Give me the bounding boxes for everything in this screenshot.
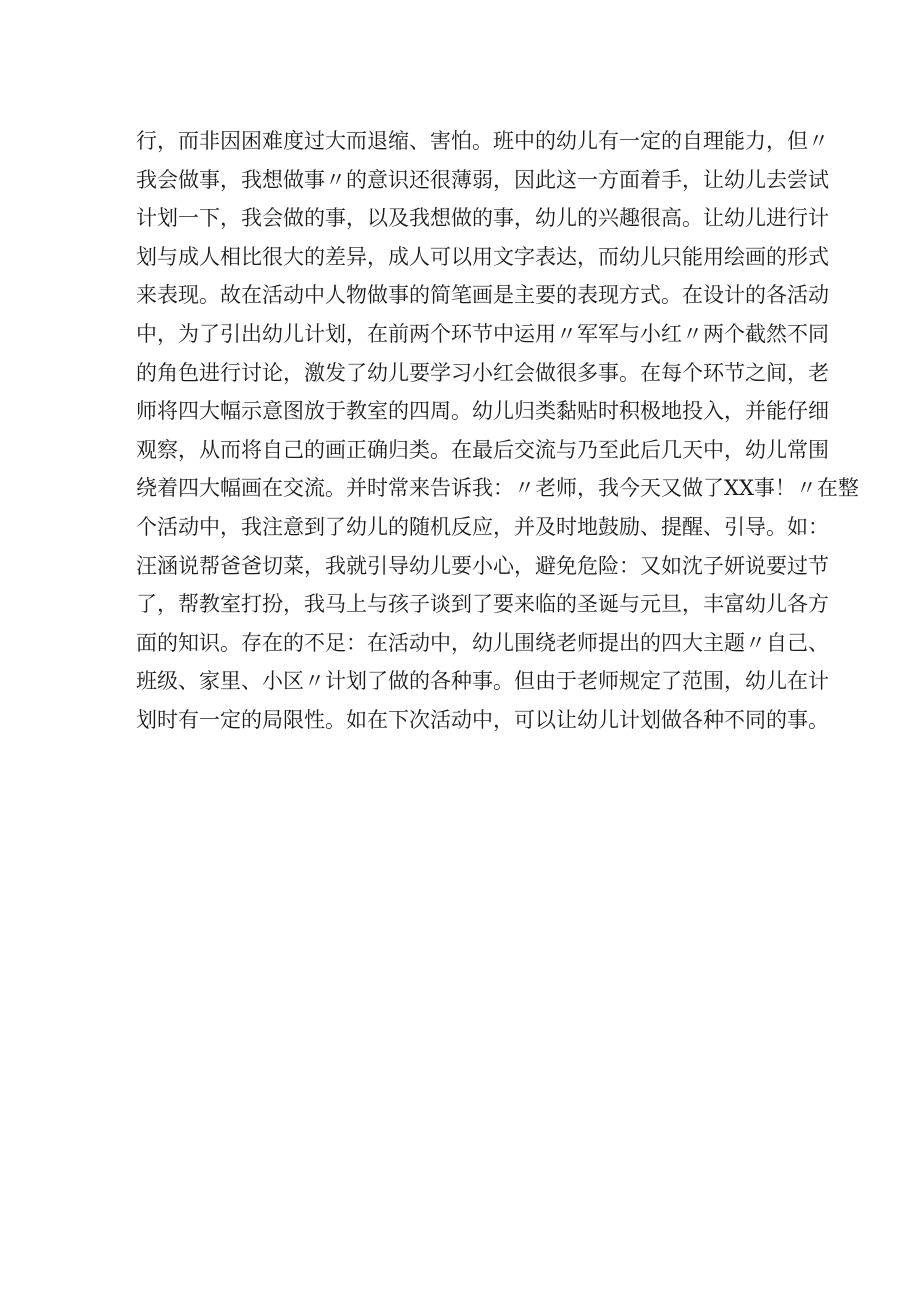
- text-line: 计划一下，我会做的事，以及我想做的事，幼儿的兴趣很高。让幼儿进行计: [136, 206, 829, 231]
- text-line: 划与成人相比很大的差异，成人可以用文字表达，而幼儿只能用绘画的形式: [136, 244, 829, 269]
- text-line: 划时有一定的局限性。如在下次活动中，可以让幼儿计划做各种不同的事。: [136, 707, 829, 732]
- body-paragraph: [136, 122, 859, 740]
- text-line: 了，帮教室打扮，我马上与孩子谈到了要来临的圣诞与元旦，丰富幼儿各方: [136, 592, 829, 617]
- text-line: 的角色进行讨论，激发了幼儿要学习小红会做很多事。在每个环节之间，老: [136, 360, 829, 385]
- text-line: 师将四大幅示意图放于教室的四周。幼儿归类黏贴时积极地投入，并能仔细: [136, 399, 829, 424]
- text-line: 绕着四大幅画在交流。并时常来告诉我：〃老师，我今天又做了XX事！〃在整: [136, 476, 859, 501]
- text-line: 来表现。故在活动中人物做事的简笔画是主要的表现方式。在设计的各活动: [136, 283, 829, 308]
- text-line: 我会做事，我想做事〃的意识还很薄弱，因此这一方面着手，让幼儿去尝试: [136, 167, 829, 192]
- text-line: 观察，从而将自己的画正确归类。在最后交流与乃至此后几天中，幼儿常围: [136, 437, 829, 462]
- text-line: 面的知识。存在的不足：在活动中，幼儿围绕老师提出的四大主题〃自己、: [136, 630, 829, 655]
- text-line: 中，为了引出幼儿计划，在前两个环节中运用〃军军与小红〃两个截然不同: [136, 321, 829, 346]
- text-line: 班级、家里、小区〃计划了做的各种事。但由于老师规定了范围，幼儿在计: [136, 669, 829, 694]
- text-line: 汪涵说帮爸爸切菜，我就引导幼儿要小心，避免危险：又如沈子妍说要过节: [136, 553, 829, 578]
- text-line: 个活动中，我注意到了幼儿的随机反应，并及时地鼓励、提醒、引导。如：: [136, 514, 829, 539]
- text-line: 行，而非因困难度过大而退缩、害怕。班中的幼儿有一定的自理能力，但〃: [136, 129, 829, 153]
